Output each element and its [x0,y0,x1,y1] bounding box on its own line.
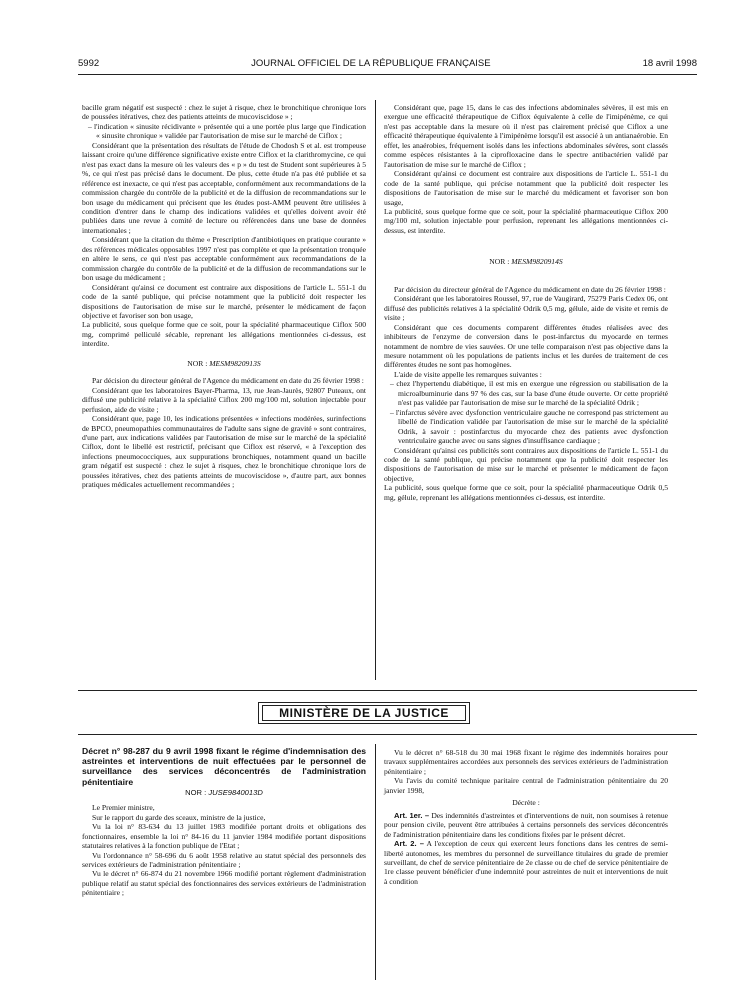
paragraph: Considérant que, page 15, dans le cas des infections abdominales sévères, il est mis en exergue une efficacité thérapeutique de Ciflox équivalente à celle de l'imipénème, ce qui n'est pas acceptable dans la mesure où il n'est pas clairement précisé que Ciflox a une efficacité thérapeutique équivalente à l'imipénème lorsqu'il est associé à un antianaérobie. En effet, les anaérobies, fréquement isolés dans les infections abdominales sévères, sont classés comme espèces résistantes à la ciprofloxacine dans le spectre antibactérien validé par l'autorisation de mise sur le marché de Ciflox ; [384,103,668,169]
top-right-column [384,103,668,502]
article-label: Art. 2. – [394,839,424,849]
bullet-item: – l'infarctus sévère avec dysfonction ventriculaire gauche ne correspond pas strictement au libellé de l'indication validée par l'autorisation de mise sur le marché de la spécialité Odrik, à savoir : postinfarctus du myocarde chez des patients avec dysfonction ventriculaire gauche avec ou sans signes d'insuffisance cardiaque ; [390,407,668,446]
decree-enacting-formula: Décrète : [512,798,540,808]
running-head [78,56,697,70]
ministry-heading-box [258,702,470,724]
paragraph: Sur le rapport du garde des sceaux, ministre de la justice, [92,812,266,822]
header-rule [78,74,697,75]
column-divider [375,100,376,680]
nor-label: NOR : [187,358,208,368]
article-label: Art. 1er. – [394,810,430,820]
paragraph: Par décision du directeur général de l'Agence du médicament en date du 26 février 1998 : [92,376,364,386]
nor-label: NOR : [489,257,510,267]
decree-title: Décret n° 98-287 du 9 avril 1998 fixant le régime d'indemnisation des astreintes et interventions de nuit effectuées par le personnel de surveillance des services déconcentrés de l'administration pénitentiaire [82,746,366,787]
paragraph: Considérant qu'ainsi ces publicités sont contraires aux dispositions de l'article L. 551-1 du code de la santé publique, qui précise notamment que la publicité doit respecter les dispositions de l'autorisation de mise sur le marché et présenter le médicament de façon objective, [384,445,668,483]
paragraph: Vu la loi n° 83-634 du 13 juillet 1983 modifiée portant droits et obligations des fonctionnaires, ensemble la loi n° 84-16 du 11 janvier 1984 modifiée portant dispositions statutaires relatives à la fonction publique de l'Etat ; [82,822,366,851]
ministry-heading: MINISTÈRE DE LA JUSTICE [262,705,466,721]
issue-date: 18 avril 1998 [642,57,697,69]
paragraph: Vu le décret n° 66-874 du 21 novembre 1966 modifié portant règlement d'administration publique relatif au statut spécial des fonctionnaires des services extérieurs de l'administration pénitentiaire ; [82,869,366,898]
paragraph: La publicité, sous quelque forme que ce soit, pour la spécialité pharmaceutique Ciflox 500 mg, comprimé pelliculé sécable, reprenant les allégations mentionnées ci-dessus, est interdite. [82,320,366,349]
paragraph: Considérant qu'ainsi ce document est contraire aux dispositions de l'article L. 551-1 du code de la santé publique, qui précise notamment que la publicité doit respecter les dispositions de l'autorisation de mise sur le marché, présenter le médicament de façon objective et favoriser son bon usage, [82,282,366,320]
article-2 [384,839,668,886]
paragraph: Considérant que ces documents comparent différentes études réalisées avec des inhibiteurs de l'enzyme de conversion dans le post-infarctus du myocarde en termes notamment de nombre de vies sauvées. Or une telle comparaison n'est pas objective dans la mesure notamment où les populations de patients inclus et les durées de traitement de ces différentes études ne sont pas homogènes. [384,322,668,370]
nor-code: JUSE9840013D [208,787,263,797]
bullet-item: – l'indication « sinusite récidivante » présentée qui a une portée plus large que l'indication « sinusite chronique » validée par l'autorisation de mise sur le marché de Ciflox ; [88,121,366,141]
paragraph: bacille gram négatif est suspecté : chez le sujet à risque, chez le bronchitique chronique lors de poussées itératives, chez des patients atteints de mucoviscidose » ; [82,103,366,122]
nor-code: MESM9820914S [511,257,563,267]
paragraph: Considérant que les laboratoires Bayer-Pharma, 13, rue Jean-Jaurès, 92807 Puteaux, ont diffusé une publicité relative à la spécialité Ciflox 200 mg/100 ml, solution injectable pour perfusion, aide de visite ; [82,385,366,414]
paragraph: La publicité, sous quelque forme que ce soit, pour la spécialité pharmaceutique Odrik 0,5 mg, gélule, reprenant les allégations mentionnées ci-dessus, est interdite. [384,483,668,502]
article-1 [384,811,668,839]
paragraph: Considérant que les laboratoires Roussel, 97, rue de Vaugirard, 75279 Paris Cedex 06, ont diffusé des publicités relatives à la spécialité Odrik 0,5 mg, gélule, aide de visite et remis de visite ; [384,294,668,323]
paragraph: Vu le décret n° 68-518 du 30 mai 1968 fixant le régime des indemnités horaires pour travaux supplémentaires accordées aux personnels des services extérieurs de l'administration pénitentiaire ; [384,748,668,776]
page-number: 5992 [78,57,100,69]
paragraph: Par décision du directeur général de l'Agence du médicament en date du 26 février 1998 : [394,284,666,294]
top-left-column [82,103,366,490]
paragraph: L'aide de visite appelle les remarques suivantes : [394,369,542,379]
nor-reference [82,359,366,368]
nor-reference [82,788,366,797]
decree-left-column [82,746,366,898]
journal-title: JOURNAL OFFICIEL DE LA RÉPUBLIQUE FRANÇAISE [251,57,491,69]
paragraph: Vu l'ordonnance n° 58-696 du 6 août 1958 relative au statut spécial des personnels des services extérieurs de l'administration pénitentiaire ; [82,850,366,869]
paragraph: Considérant que, page 10, les indications présentées « infections modérées, surinfections de BPCO, pneumopathies communautaires de l'adulte sans signe de gravité » sont contraires, d'une part, aux indications validées par l'autorisation de mise sur le marché de la spécialité Ciflox, dont le libellé est restrictif, précisant que Ciflox est réservé, « à l'exception des infections pneumococciques, aux suppurations bronchiques, notamment quand un bacille gram négatif est suspecté : chez le sujet à risques, chez le bronchitique chronique lors de poussées itératives, chez des patients atteints de mucoviscidose », d'autre part, aux bonnes pratiques médicales actuellement recommandées ; [82,414,366,490]
column-divider [375,744,376,980]
nor-label: NOR : [185,787,207,797]
paragraph: Considérant que la citation du thème « Prescription d'antibiotiques en pratique courante » des références médicales opposables 1997 n'est pas complète et que la présentation tronquée en altère le sens, ce qui n'est pas acceptable conformément aux recommandations de la commission chargée du contrôle de la publicité et de la diffusion de recommandations sur le bon usage du médicament ; [82,235,366,283]
paragraph: Le Premier ministre, [92,803,155,813]
paragraph: Vu l'avis du comité technique paritaire central de l'administration pénitentiaire du 20 janvier 1998, [384,776,668,795]
article-text: A l'exception de ceux qui exercent leurs fonctions dans les centres de semi-liberté autonomes, les membres du personnel de surveillance titulaires du grade de premier surveillant, de chef de service pénitentiaire de 2e classe ou de chef de service pénitentiaire de 1re classe peuvent bénéficier d'une indemnité pour astreintes de nuit et interventions de nuit à condition [384,839,668,886]
nor-code: MESM9820913S [209,358,261,368]
paragraph: Considérant que la présentation des résultats de l'étude de Chodosh S et al. est trompeuse laissant croire qu'une différence significative existe entre Ciflox et la clarithromycine, ce qui n'est pas exact dans la mesure où les valeurs des « p » du test de Student sont supérieures à 5 %, ce qui n'est pas précisé dans le document. De plus, cette étude n'a pas été publiée et sa référence est inexacte, ce qui n'est pas acceptable, conformément aux recommandations de la commission chargée du contrôle de la publicité et de la diffusion de recommandations sur le bon usage du médicament qui précisent que les études post-AMM peuvent être utilisées à condition d'entrer dans le champ des indications validées et qu'elles doivent avoir été publiées dans une revue à comité de lecture ou référencées dans une base de données internationales ; [82,140,366,235]
section-rule [78,690,697,691]
decree-right-column [384,748,668,886]
paragraph: Considérant qu'ainsi ce document est contraire aux dispositions de l'article L. 551-1 du code de la santé publique, qui précise notamment que la publicité doit respecter les dispositions de l'autorisation de mise sur le marché du médicament et favoriser son bon usage, [384,169,668,207]
paragraph: La publicité, sous quelque forme que ce soit, pour la spécialité pharmaceutique Ciflox 200 mg/100 ml, solution injectable pour perfusion, reprenant les allégations mentionnées ci-dessus, est interdite. [384,206,668,235]
section-rule [78,734,697,735]
nor-reference [384,257,668,266]
bullet-item: – chez l'hypertendu diabétique, il est mis en exergue une régression ou stabilisation de la microalbuminurie dans 97 % des cas, sur la base d'une étude ouverte. Or cette propriété n'est pas validée par l'autorisation de mise sur le marché de la spécialité Odrik ; [390,379,668,408]
article-text: Des indemnités d'astreintes et d'interventions de nuit, non soumises à retenue pour pension civile, peuvent être attribuées à certains personnels des services déconcentrés de l'administration pénitentiaire dans les conditions fixées par le présent décret. [384,810,668,839]
